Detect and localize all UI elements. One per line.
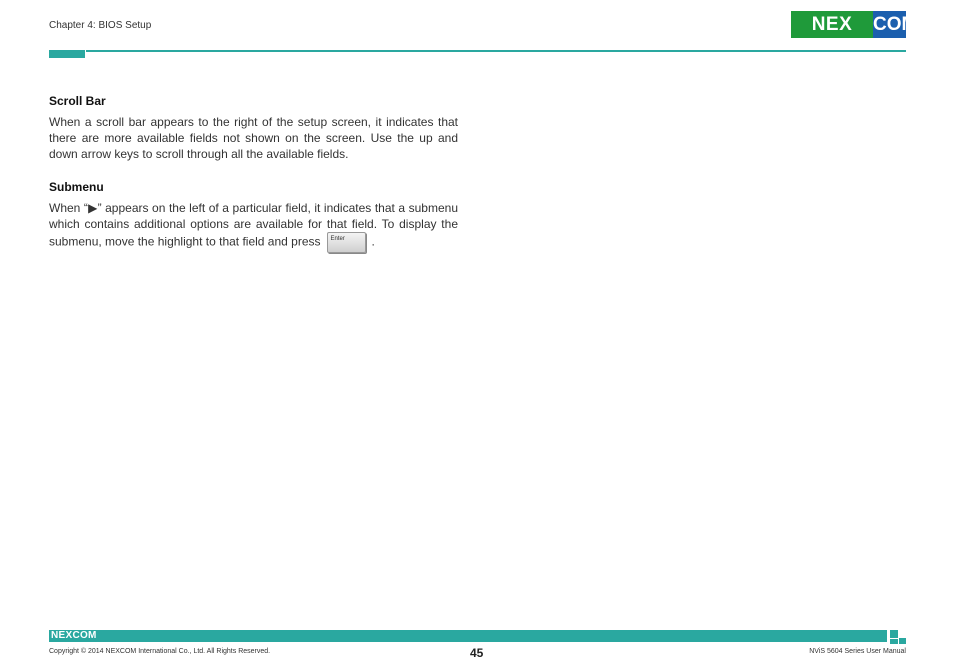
header-tab-accent (49, 50, 85, 58)
page-number: 45 (470, 646, 484, 660)
chapter-title: Chapter 4: BIOS Setup (49, 20, 152, 31)
logo-tail: COM (873, 11, 906, 38)
submenu-text: When “▶” appears on the left of a particular field, it indicates that a submenu which contains additional options are available for that field. To display the submenu, move the highlight to that field and press (49, 201, 458, 249)
nexcom-logo (791, 11, 918, 38)
enter-key-label: Enter (330, 236, 345, 242)
enter-key-icon (327, 232, 366, 253)
copyright-text: Copyright © 2014 NEXCOM International Co., Ltd. All Rights Reserved. (49, 648, 271, 655)
footer-logo: NEXCOM (51, 630, 97, 641)
section-title-submenu: Submenu (49, 180, 104, 194)
header-rule (86, 50, 906, 52)
footer-square-decoration (890, 630, 898, 638)
logo-text: NEX (811, 14, 853, 35)
section-title-scroll-bar: Scroll Bar (49, 94, 106, 108)
main-content (49, 93, 458, 270)
section-body-submenu (49, 200, 458, 253)
section-body-scroll-bar: When a scroll bar appears to the right of the setup screen, it indicates that there are more available fields not shown on the screen. Use the up and down arrow keys to scroll through all the available fields. (49, 115, 458, 161)
footer-square-decoration (899, 638, 906, 644)
manual-title: NViS 5604 Series User Manual (809, 648, 906, 655)
footer-square-decoration (890, 639, 898, 644)
submenu-text-end: . (371, 234, 375, 249)
footer-bar (49, 630, 887, 642)
